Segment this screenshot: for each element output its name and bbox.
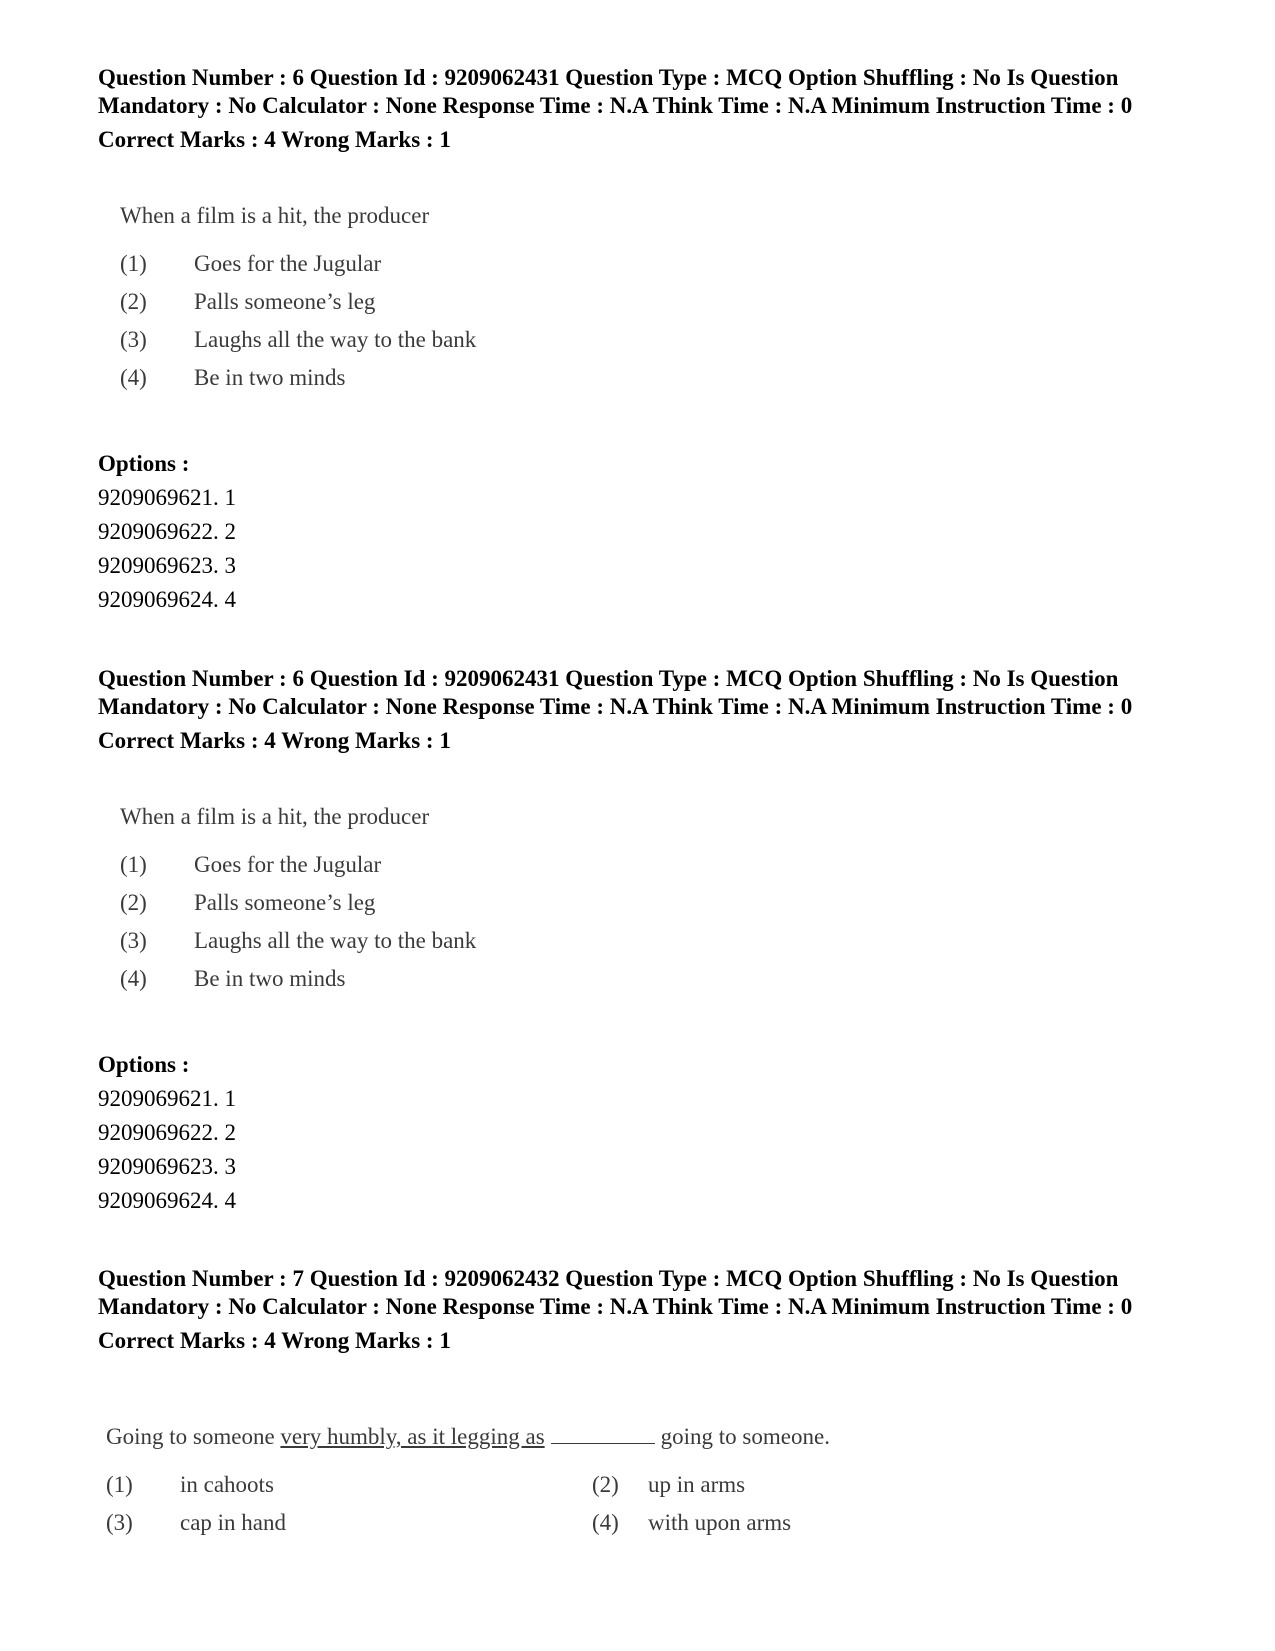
choice-number: (3) [120,928,147,953]
choice-number: (2) [120,890,147,915]
question-block [98,64,1178,154]
question-meta: Question Number : 6 Question Id : 9209062431 Question Type : MCQ Option Shuffling : No Is Question Mandatory : No Calculator : None Response Time : N.A Think Time : N.A Minimum Instruction Time : 0 [98,666,1133,719]
choice-number: (2) [120,289,147,314]
choice-item [120,289,375,315]
choice-item [120,890,375,916]
choice-item [120,251,381,277]
question-stem: When a film is a hit, the producer [120,804,430,829]
question-marks: Correct Marks : 4 Wrong Marks : 1 [98,728,451,753]
choice-number: (1) [120,852,147,877]
choice-number: (4) [120,365,147,390]
option-line: 9209069623. 3 [98,1154,236,1179]
choice-text: Be in two minds [194,966,346,991]
question-meta: Question Number : 6 Question Id : 9209062431 Question Type : MCQ Option Shuffling : No Is Question Mandatory : No Calculator : None Response Time : N.A Think Time : N.A Minimum Instruction Time : 0 [98,65,1133,118]
question-stem: When a film is a hit, the producer [120,203,430,228]
question-block [98,665,1178,755]
choice-number: (1) [106,1472,133,1497]
question-marks: Correct Marks : 4 Wrong Marks : 1 [98,127,451,152]
choice-item [592,1472,745,1498]
choice-number: (4) [120,966,147,991]
choice-number: (3) [106,1510,133,1535]
choice-text: in cahoots [180,1472,274,1497]
option-line: 9209069624. 4 [98,1188,236,1213]
stem-underlined: very humbly, as it legging as [280,1424,545,1449]
option-line: 9209069624. 4 [98,587,236,612]
choice-text: Goes for the Jugular [194,852,382,877]
choice-text: cap in hand [180,1510,287,1535]
choice-text: Be in two minds [194,365,346,390]
choice-item [592,1510,791,1536]
choice-text: Laughs all the way to the bank [194,327,477,352]
question-stem [106,1424,830,1450]
choice-number: (1) [120,251,147,276]
stem-prefix: Going to someone [106,1424,275,1449]
options-list [98,450,1178,620]
choice-item [120,928,476,954]
options-heading: Options : [98,1052,190,1077]
choice-item [120,852,381,878]
choice-text: Laughs all the way to the bank [194,928,477,953]
stem-suffix: going to someone. [660,1424,830,1449]
question-image [98,203,1178,413]
question-meta: Question Number : 7 Question Id : 9209062432 Question Type : MCQ Option Shuffling : No Is Question Mandatory : No Calculator : None Response Time : N.A Think Time : N.A Minimum Instruction Time : 0 [98,1266,1133,1319]
choice-number: (3) [120,327,147,352]
choice-number: (4) [592,1510,619,1535]
option-line: 9209069622. 2 [98,519,236,544]
options-list [98,1051,1178,1221]
choice-text: with upon arms [648,1510,792,1535]
choice-item [106,1472,274,1498]
choice-text: Palls someone’s leg [194,289,376,314]
choice-item [120,966,345,992]
question-block [98,1265,1178,1355]
choice-text: up in arms [648,1472,746,1497]
choice-item [120,327,476,353]
choice-item [106,1510,286,1536]
choice-text: Goes for the Jugular [194,251,382,276]
option-line: 9209069622. 2 [98,1120,236,1145]
choice-text: Palls someone’s leg [194,890,376,915]
question-marks: Correct Marks : 4 Wrong Marks : 1 [98,1328,451,1353]
option-line: 9209069623. 3 [98,553,236,578]
option-line: 9209069621. 1 [98,485,236,510]
answer-blank [551,1425,655,1444]
question-image [98,1424,1178,1564]
choice-number: (2) [592,1472,619,1497]
option-line: 9209069621. 1 [98,1086,236,1111]
question-image [98,804,1178,1014]
options-heading: Options : [98,451,190,476]
choice-item [120,365,345,391]
